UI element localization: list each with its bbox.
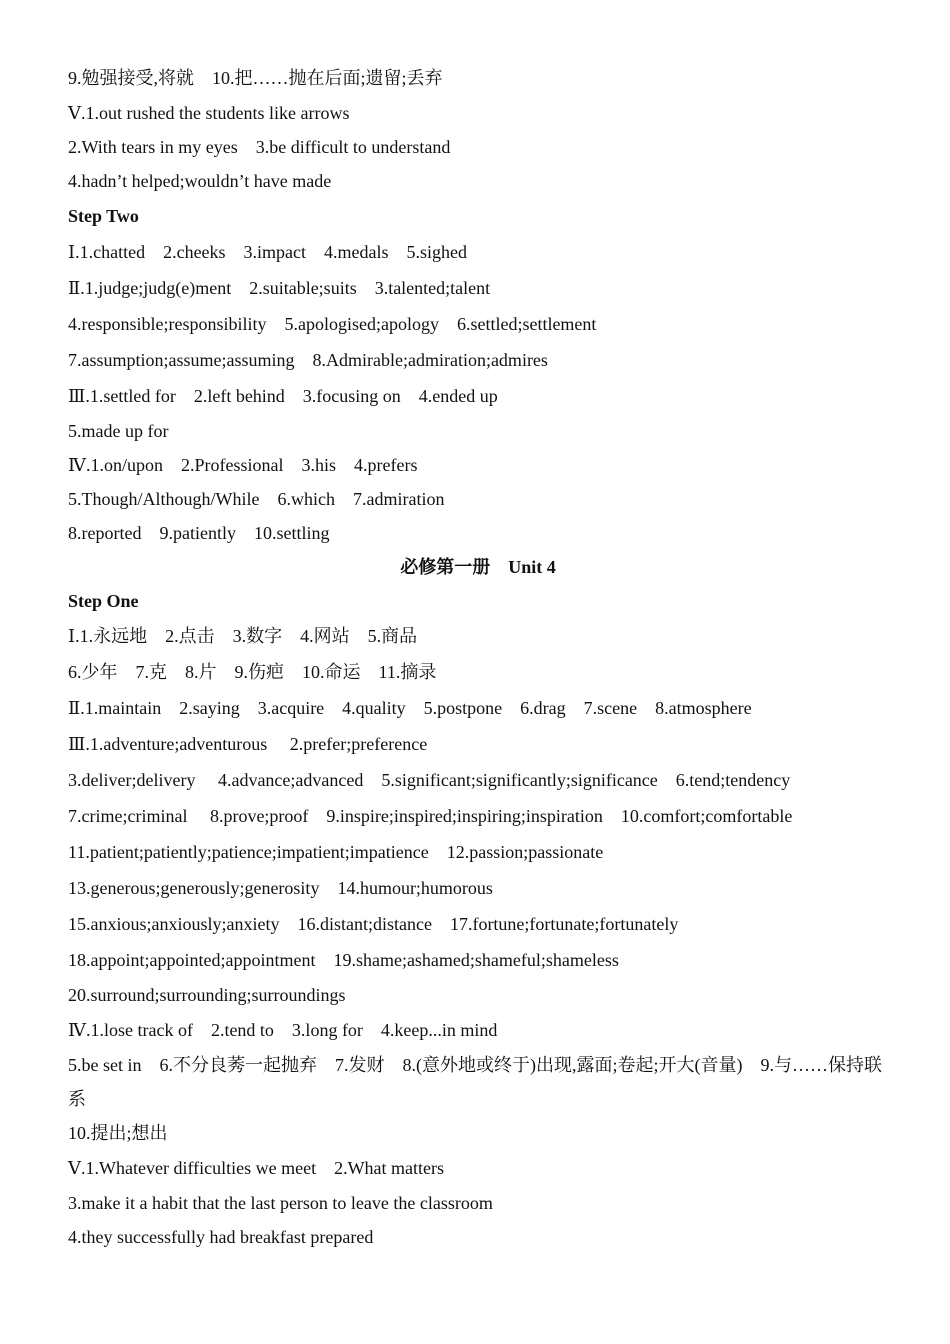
answer-line: 7.assumption;assume;assuming 8.Admirable;admiration;admires xyxy=(68,350,548,370)
answer-line: 15.anxious;anxiously;anxiety 16.distant;distance 17.fortune;fortunate;fortunately xyxy=(68,914,679,934)
answer-line: Ⅱ.1.judge;judg(e)ment 2.suitable;suits 3.talented;talent xyxy=(68,278,491,298)
section-heading-step-two: Step Two xyxy=(68,206,139,226)
answer-line: 4.responsible;responsibility 5.apologised;apology 6.settled;settlement xyxy=(68,314,597,334)
answer-line: 8.reported 9.patiently 10.settling xyxy=(68,523,330,543)
answer-line: 18.appoint;appointed;appointment 19.shame;ashamed;shameful;shameless xyxy=(68,950,619,970)
answer-line: 11.patient;patiently;patience;impatient;impatience 12.passion;passionate xyxy=(68,842,604,862)
unit-heading: 必修第一册 Unit 4 xyxy=(400,557,556,577)
answer-line: 9.勉强接受,将就 10.把……抛在后面;遗留;丢弃 xyxy=(68,68,443,88)
answer-line: Ⅲ.1.settled for 2.left behind 3.focusing on 4.ended up xyxy=(68,386,498,406)
answer-line: 4.they successfully had breakfast prepared xyxy=(68,1227,374,1247)
answer-line: 13.generous;generously;generosity 14.humour;humorous xyxy=(68,878,493,898)
answer-line: Ⅴ.1.out rushed the students like arrows xyxy=(68,103,350,123)
answer-line: Ⅳ.1.lose track of 2.tend to 3.long for 4.keep...in mind xyxy=(68,1020,498,1040)
answer-line: 4.hadn’t helped;wouldn’t have made xyxy=(68,171,332,191)
answer-line: Ⅰ.1.永远地 2.点击 3.数字 4.网站 5.商品 xyxy=(68,626,418,646)
answer-line: Ⅲ.1.adventure;adventurous 2.prefer;preference xyxy=(68,734,428,754)
answer-line: 2.With tears in my eyes 3.be difficult to understand xyxy=(68,137,451,157)
answer-line: 3.deliver;delivery 4.advance;advanced 5.significant;significantly;significance 6.tend;tendency xyxy=(68,770,791,790)
answer-line: Ⅰ.1.chatted 2.cheeks 3.impact 4.medals 5.sighed xyxy=(68,242,468,262)
answer-line: 5.made up for xyxy=(68,421,169,441)
answer-line: Ⅱ.1.maintain 2.saying 3.acquire 4.quality 5.postpone 6.drag 7.scene 8.atmosphere xyxy=(68,698,752,718)
answer-line: 10.提出;想出 xyxy=(68,1123,168,1143)
answer-line: 6.少年 7.克 8.片 9.伤疤 10.命运 11.摘录 xyxy=(68,662,437,682)
answer-line: Ⅴ.1.Whatever difficulties we meet 2.What matters xyxy=(68,1158,445,1178)
answer-line: 5.Though/Although/While 6.which 7.admiration xyxy=(68,489,445,509)
answer-line: 3.make it a habit that the last person to leave the classroom xyxy=(68,1193,493,1213)
answer-line: 20.surround;surrounding;surroundings xyxy=(68,985,346,1005)
answer-line: 5.be set in 6.不分良莠一起抛弃 7.发财 8.(意外地或终于)出现,露面;卷起;开大(音量) 9.与……保持联系 xyxy=(68,1055,882,1109)
answer-line: Ⅳ.1.on/upon 2.Professional 3.his 4.prefers xyxy=(68,455,418,475)
answer-line: 7.crime;criminal 8.prove;proof 9.inspire;inspired;inspiring;inspiration 10.comfort;comfortable xyxy=(68,806,793,826)
section-heading-step-one: Step One xyxy=(68,591,139,611)
answer-key-page xyxy=(68,60,888,1254)
